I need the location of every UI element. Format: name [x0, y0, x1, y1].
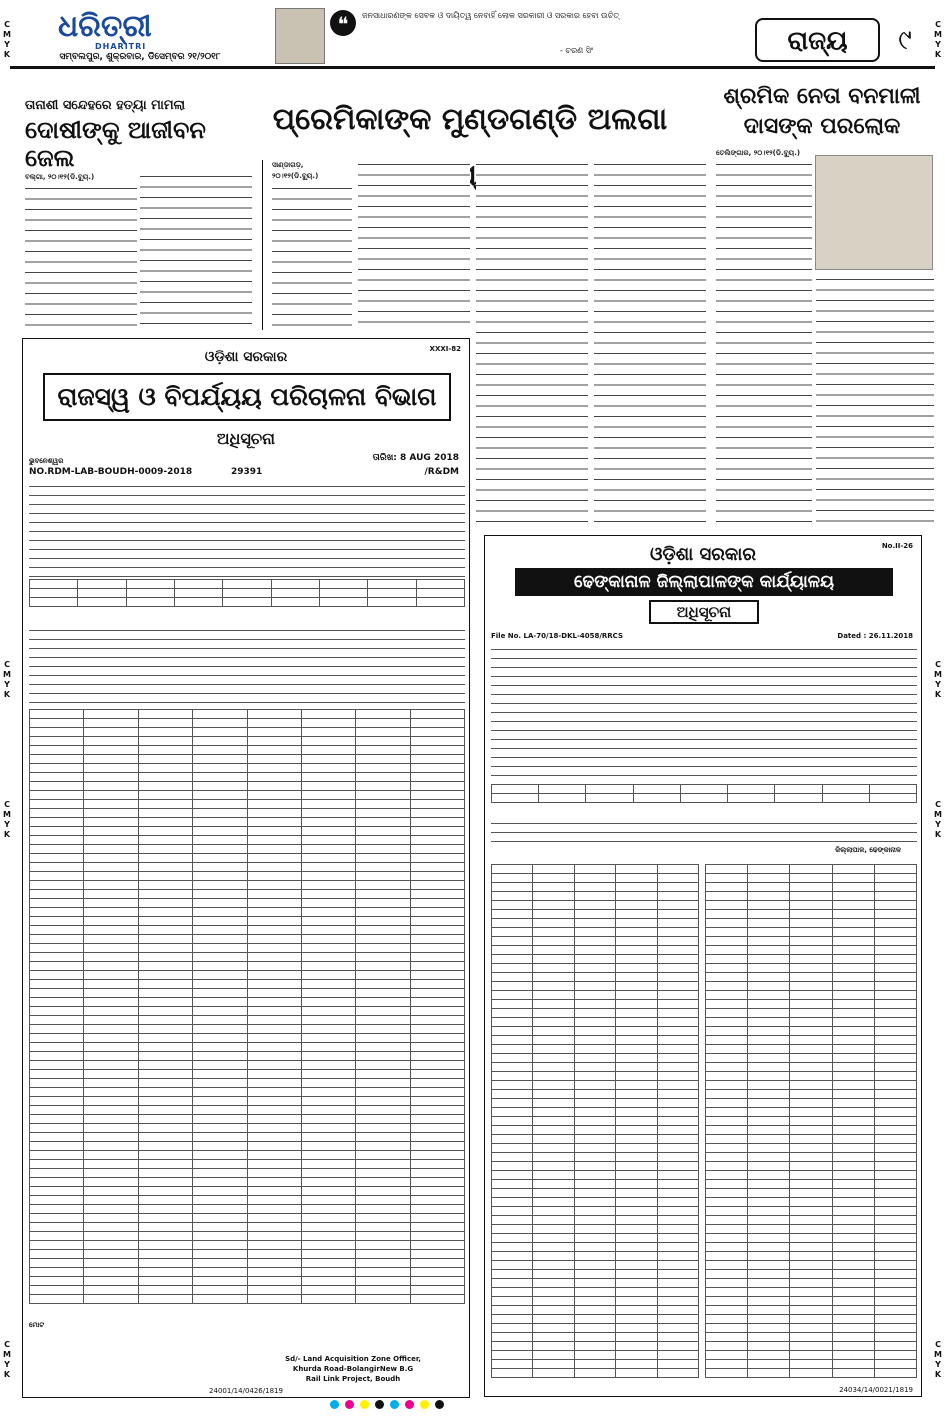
notice1-total-label: ମୋଟ: [29, 1321, 45, 1329]
notice1-schedule-table: [29, 709, 465, 1307]
notice1-summary-table: [29, 579, 465, 621]
notice1-department: ରାଜସ୍ୱ ଓ ବିପର୍ଯ୍ୟୟ ପରିଚାଳନା ବିଭାଗ: [43, 373, 451, 421]
column-divider: [262, 160, 263, 330]
notice1-signatory-line2: Khurda Road-BolangirNew B.G: [292, 1365, 414, 1373]
cmyk-marks-left-mid: C M Y K: [3, 660, 11, 699]
story3-dateline: ତେଲିଙ୍ଗାର, ୨୦।୧୨(ଡି.ବ୍ୟୁ.): [716, 149, 801, 157]
notice2-schedule-table-right: [705, 864, 917, 1384]
notice1-signatory-line3: Rail Link Project, Boudh: [305, 1375, 401, 1383]
notice2-file-no: File No. LA-70/18-DKL-4058/RRCS: [491, 632, 623, 640]
quote-icon: ❝: [330, 10, 356, 36]
section-title: ରାଜ୍ୟ: [755, 18, 880, 62]
cmyk-marks-left-bottom: C M Y K: [3, 1340, 11, 1379]
notice2-clauses: [491, 818, 917, 844]
story2-column-b: [358, 160, 470, 330]
story1-column-b: [140, 172, 252, 329]
story3-headline: ଶ୍ରମିକ ନେତା ବନମାଳୀ ଦାସଙ୍କ ପରଲୋକ: [723, 84, 921, 139]
newspaper-logo: ଧରିତ୍ରୀ: [58, 9, 152, 44]
notice1-ref: XXXI-82: [429, 345, 461, 353]
notice2-department: ଢେଙ୍କାନାଳ ଜିଲ୍ଲାପାଳଙ୍କ କାର୍ଯ୍ୟାଳୟ: [515, 568, 893, 596]
notice2-summary-table: [491, 784, 917, 814]
notice1-type: ଅଧିସୂଚନା: [216, 429, 276, 448]
story2-column-a: [272, 184, 352, 329]
cmyk-marks-left-low: C M Y K: [3, 800, 11, 839]
story1-column-a: [25, 184, 137, 329]
notice2-box: [484, 535, 922, 1397]
notice2-type: ଅଧିସୂଚନା: [649, 600, 759, 624]
page-number: ୯: [898, 23, 912, 56]
newspaper-logo-sub: DHARITRI: [95, 42, 147, 51]
notice1-code: 24001/14/0426/1819: [209, 1387, 283, 1395]
cmyk-marks-right-bottom: C M Y K: [934, 1340, 942, 1379]
masthead-quote: ଜନସାଧାରଣଙ୍କ ସେବକ ଓ ଦାୟିତ୍ୱ ନେବାହିଁ ଲୋକ ସରକାରୀ ଓ ସରକାର ହେବା ଉଚିତ୍: [362, 11, 620, 20]
quote-portrait: [275, 8, 325, 64]
notice1-signatory-line1: Sd/- Land Acquisition Zone Officer,: [285, 1355, 421, 1363]
notice1-preamble: [29, 481, 465, 577]
cmyk-marks-right-mid: C M Y K: [934, 660, 942, 699]
notice1-suffix: /R&DM: [424, 467, 459, 477]
notice2-code: 24034/14/0021/1819: [839, 1386, 913, 1394]
notice2-schedule-table-left: [491, 864, 699, 1384]
registration-band: [330, 1400, 630, 1410]
issue-dateline: ସମ୍ବଲପୁର, ଶୁକ୍ରବାର, ଡିସେମ୍ବର ୨୧/୨୦୧୮: [59, 52, 221, 62]
notice1-govt: ଓଡ଼ିଶା ସରକାର: [204, 349, 288, 365]
story2-headline: ପ୍ରେମିକାଙ୍କ ମୁଣ୍ଡଗଣ୍ଡି ଅଲଗା: [272, 102, 668, 137]
cmyk-marks-right-low: C M Y K: [934, 800, 942, 839]
notice1-box: [22, 338, 470, 1398]
header-rule: [10, 66, 935, 69]
story2-column-d: [594, 160, 706, 530]
notice1-number: NO.RDM-LAB-BOUDH-0009-2018: [29, 467, 193, 477]
notice1-serial: 29391: [231, 467, 263, 477]
notice2-signatory: ଜିଲ୍ଲାପାଳ, ଢେଙ୍କାନାଳ: [835, 846, 901, 854]
notice2-dated: Dated : 26.11.2018: [837, 632, 913, 640]
story1-headline: ଦୋଷୀଙ୍କୁ ଆଜୀବନ ଜେଲ: [25, 116, 206, 172]
notice2-govt: ଓଡ଼ିଶା ସରକାର: [650, 544, 756, 565]
notice1-place: ଭୁବନେଶ୍ୱର: [29, 457, 64, 465]
story1-kicker: ତାନାଶୀ ସନ୍ଦେହରେ ହତ୍ୟା ମାମଲା: [25, 98, 186, 113]
story3-column-a: [716, 160, 812, 530]
notice1-date: ତାରିଖ: 8 AUG 2018: [372, 453, 459, 463]
story2-column-c: [476, 160, 588, 530]
story3-photo: [815, 155, 933, 270]
notice2-ref: No.II-26: [881, 542, 913, 550]
story3-column-b: [816, 275, 934, 530]
cmyk-marks-left-top: C M Y K: [3, 20, 11, 59]
cmyk-marks-right-top: C M Y K: [934, 20, 942, 59]
quote-author: - ଚରଣ ସିଂ: [560, 46, 594, 55]
story2-dateline: ସାଣ୍ଡାଗଡ଼, ୨୦।୧୨(ଡି.ବ୍ୟୁ.): [272, 161, 319, 180]
notice2-preamble: [491, 644, 917, 782]
notice1-clauses: [29, 625, 465, 707]
story1-dateline: ବଲ୍ଗା, ୨୦।୧୨(ଡି.ବ୍ୟୁ.): [25, 173, 95, 181]
